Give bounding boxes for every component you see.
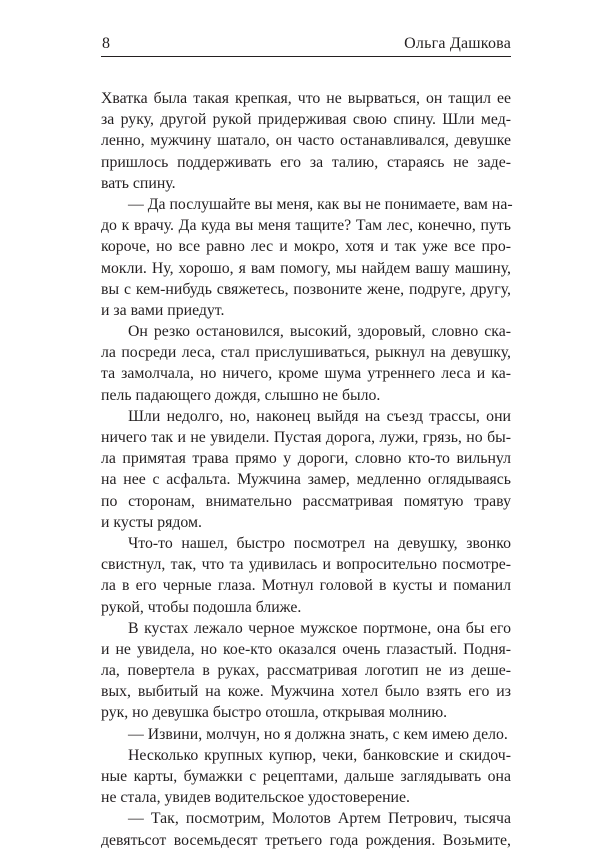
text-line: мокли. Ну, хорошо, я вам помогу, мы найдем вашу машину, xyxy=(101,259,511,277)
text-line: и за вами приедут. xyxy=(101,301,225,319)
text-line: короче, но все равно лес и мокро, хотя и так уже все про- xyxy=(101,238,511,256)
text-line: ленно, мужчину шатало, он часто останавливался, девушке xyxy=(101,132,511,150)
text-line: — Извини, молчун, но я должна знать, с кем имею дело. xyxy=(128,725,508,743)
text-line: та замолчала, но ничего, кроме шума утреннего леса и ка- xyxy=(101,365,511,383)
text-line: рук, но девушка быстро отошла, открывая молнию. xyxy=(101,704,448,722)
text-line: ничего так и не увидели. Пустая дорога, лужи, грязь, но бы- xyxy=(101,429,511,446)
text-line: ла в его черные глаза. Мотнул головой в кусты и поманил xyxy=(101,577,511,595)
text-line: Несколько крупных купюр, чеки, банковские и скидоч- xyxy=(128,746,511,764)
text-line: ла посреди леса, стал прислушиваться, рыкнул на девушку, xyxy=(101,344,511,362)
text-line: В кустах лежало черное мужское портмоне, она бы его xyxy=(128,619,511,637)
text-line: вать спину. xyxy=(101,174,176,192)
running-head-author: Ольга Дашкова xyxy=(404,35,511,52)
text-line: ла примятая трава прямо у дороги, словно кто-то вильнул xyxy=(101,450,511,468)
text-line: рукой, чтобы подошла ближе. xyxy=(101,598,302,616)
text-line: Он резко остановился, высокий, здоровый, словно ска- xyxy=(128,323,511,341)
text-line: до к врачу. Да куда вы меня тащите? Там лес, конечно, путь xyxy=(101,217,511,235)
text-line: вых, выбитый на коже. Мужчина хотел было взять его из xyxy=(101,683,511,701)
text-line: ла, повертела в руках, рассматривая логотип не из деше- xyxy=(101,662,511,680)
text-line: Хватка была такая крепкая, что не вырваться, он тащил ее xyxy=(101,90,511,107)
page-header xyxy=(101,34,511,57)
text-line: пришлось поддерживать его за талию, стараясь не заде- xyxy=(101,153,511,171)
text-line: пель падающего дождя, слышно не было. xyxy=(101,386,381,404)
text-line: — Так, посмотрим, Молотов Артем Петрович, тысяча xyxy=(128,810,511,828)
text-line: на нее с асфальта. Мужчина замер, медленно оглядываясь xyxy=(101,471,511,489)
body-text xyxy=(101,88,511,851)
text-line: и кусты рядом. xyxy=(101,513,202,531)
text-line: по сторонам, внимательно рассматривая помятую траву xyxy=(101,492,511,510)
text-line: — Да послушайте вы меня, как вы не понимаете, вам на- xyxy=(128,195,513,213)
text-line: не стала, увидев водительское удостоверение. xyxy=(101,789,410,807)
text-line: свистнул, так, что та удивилась и вопросительно посмотре- xyxy=(101,556,511,574)
text-line: ные карты, бумажки с рецептами, дальше заглядывать она xyxy=(101,768,511,785)
text-line: за руку, другой рукой придерживая свою спину. Шли мед- xyxy=(101,111,511,129)
text-line: девятьсот восемьдесят третьего года рождения. Возьмите, xyxy=(101,831,511,849)
page-number: 8 xyxy=(102,35,111,52)
text-line: Что-то нашел, быстро посмотрел на девушку, звонко xyxy=(128,534,511,552)
text-line: и не увидела, но кое-кто оказался очень глазастый. Подня- xyxy=(101,640,511,658)
text-line: Шли недолго, но, наконец выйдя на съезд трассы, они xyxy=(128,407,511,425)
text-line: вы с кем-нибудь свяжетесь, позвоните жене, подруге, другу, xyxy=(101,280,511,298)
